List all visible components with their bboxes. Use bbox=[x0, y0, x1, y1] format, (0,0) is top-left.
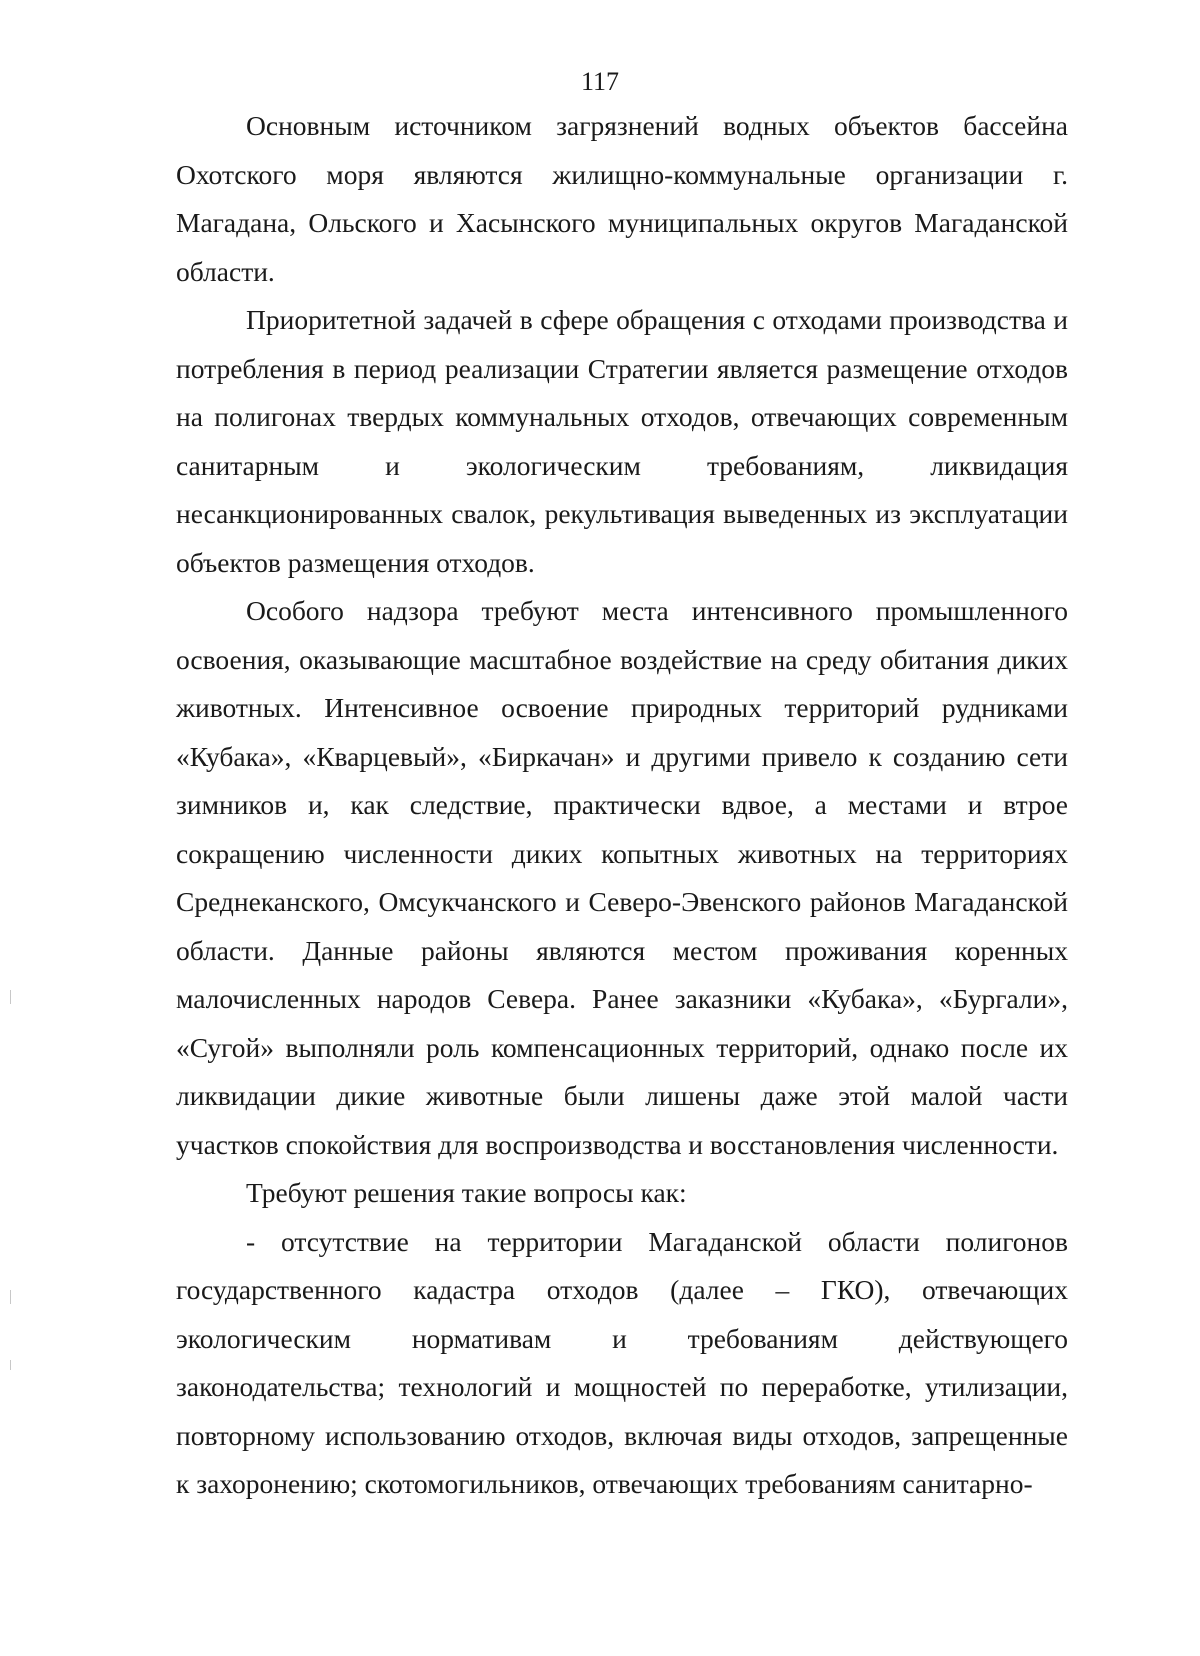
paragraph-issues-list-item: - отсутствие на территории Магаданской области полигонов государственного кадастра отходов (далее – ГКО), отвечающих экологическим нормативам и требованиям действующего законодательства; технологий и мощностей по переработке, утилизации, повторному использованию отходов, включая виды отходов, запрещенные к захоронению; скотомогильников, отвечающих требованиям санитарно- bbox=[176, 1225, 1068, 1499]
paragraph-wildlife-habitat: Особого надзора требуют места интенсивного промышленного освоения, оказывающие масштабное воздействие на среду обитания диких животных. Интенсивное освоение природных территорий рудниками «Кубака», «Кварцевый», «Биркачан» и другими привело к созданию сети зимников и, как следствие, практически вдвое, а местами и втрое сокращению численности диких копытных животных на территориях Среднеканского, Омсукчанского и Северо-Эвенского районов Магаданской области. Данные районы являются местом проживания коренных малочисленных народов Севера. Ранее заказники «Кубака», «Бургали», «Сугой» выполняли роль компенсационных территорий, однако после их ликвидации дикие животные были лишены даже этой малой части участков спокойствия для воспроизводства и восстановления численности. bbox=[176, 595, 1068, 1160]
document-body bbox=[176, 102, 1068, 1509]
scan-margin-mark bbox=[10, 1290, 11, 1304]
scan-margin-mark bbox=[10, 1360, 11, 1370]
paragraph-waste-management: Приоритетной задачей в сфере обращения с отходами производства и потребления в период реализации Стратегии является размещение отходов на полигонах твердых коммунальных отходов, отвечающих современным санитарным и экологическим требованиям, ликвидация несанкционированных свалок, рекультивация выведенных из эксплуатации объектов размещения отходов. bbox=[176, 304, 1068, 578]
paragraph-issues-intro: Требуют решения такие вопросы как: bbox=[246, 1177, 687, 1208]
paragraph-water-pollution: Основным источником загрязнений водных объектов бассейна Охотского моря являются жилищно-коммунальные организации г. Магадана, Ольского и Хасынского муниципальных округов Магаданской области. bbox=[176, 110, 1068, 287]
scan-margin-mark bbox=[10, 990, 11, 1004]
page-number: 117 bbox=[580, 67, 620, 96]
